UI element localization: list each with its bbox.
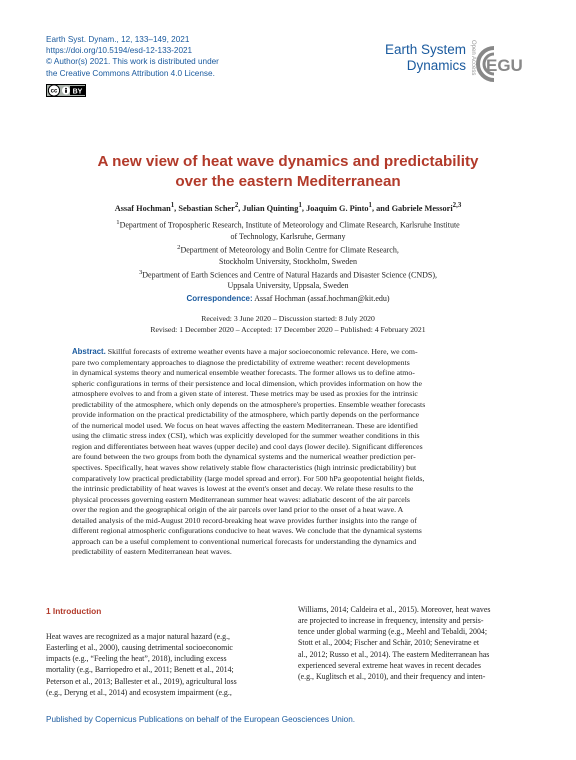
abstract-line: approach can be a useful complement to conventional numerical forecasts for understanding the dynamics and <box>72 536 417 546</box>
abstract-line: predictability of eastern Mediterranean heat waves. <box>72 547 232 557</box>
abstract-line: using the climatic stress index (CSI), which was explicitly developed for the summer weather conditions in this <box>72 431 420 441</box>
author-sep: , <box>174 203 179 213</box>
abstract-line: spheric configurations in terms of their persistence and local dimension, which provides information on how the <box>72 378 422 388</box>
abstract-text: Skillful forecasts of extreme weather events have a major socioeconomic relevance. Here, we com- <box>105 347 418 356</box>
author-3-affil: 1 <box>298 202 302 209</box>
abstract-line: physical processes governing eastern Mediterranean summer heat waves: adiabatic descent of the air parcels <box>72 494 410 504</box>
abstract-line: detailed analysis of the mid-August 2010 record-breaking heat wave provides further insights into the range of <box>72 515 417 525</box>
intro-line: are projected to increase in frequency, intensity and persis- <box>298 616 484 626</box>
author-3: Julian Quinting <box>242 203 299 213</box>
publication-dates <box>40 313 536 335</box>
affiliation-3-line-1: Department of Earth Sciences and Centre of Natural Hazards and Disaster Science (CNDS), <box>142 270 438 280</box>
intro-line: mortality (e.g., Barriopedro et al., 2011; Benett et al., 2014; <box>46 665 234 675</box>
intro-line: Stott et al., 2004; Fischer and Schär, 2010; Seneviratne et <box>298 638 480 648</box>
abstract <box>72 347 534 558</box>
author-5-affil: 2,3 <box>452 202 462 209</box>
title-line-2: over the eastern Mediterranean <box>175 173 401 190</box>
affiliations <box>40 217 536 292</box>
abstract-line: of the numerical model used. We focus on heat waves affecting the eastern Mediterranean. These are identified <box>72 420 418 430</box>
cc-by-badge-icon[interactable] <box>46 84 86 97</box>
abstract-line: provide information on the practical predictability of the atmosphere, which partly depends on the performance <box>72 410 420 420</box>
affiliation-1-line-2: of Technology, Karlsruhe, Germany <box>230 231 346 241</box>
dates-line-2: Revised: 1 December 2020 – Accepted: 17 December 2020 – Published: 4 February 2021 <box>150 325 426 335</box>
author-sep: , and <box>371 203 392 213</box>
affiliation-3 <box>40 267 536 281</box>
author-4-affil: 1 <box>368 202 372 209</box>
correspondence <box>40 294 536 303</box>
citation-block <box>46 34 219 79</box>
intro-line: (e.g., Kuglitsch et al., 2010), and their frequency and inten- <box>298 671 486 681</box>
affiliation-3-number: 3 <box>138 268 143 276</box>
copyright: © Author(s) 2021. This work is distributed under <box>46 57 219 67</box>
intro-line: (e.g., Deryng et al., 2014) and ecosystem impairment (e.g., <box>46 687 232 697</box>
author-1: Assaf Hochman <box>114 203 171 213</box>
open-access-text: Open Access <box>470 40 476 76</box>
section-heading-introduction: 1 Introduction <box>46 606 102 616</box>
abstract-line: in dynamical systems theory and numerical ensemble weather forecasts. The former allows us to define atmo- <box>72 368 415 378</box>
intro-line: experienced several extreme heat waves in recent decades <box>298 660 481 670</box>
intro-line: Peterson et al., 2013; Ballester et al., 2019), agricultural loss <box>46 676 237 686</box>
journal-line-1: Earth System <box>384 42 466 57</box>
abstract-line: spectives. Specifically, heat waves show relatively stable flow characteristics (high intrinsic predictability) but <box>72 463 417 473</box>
author-2: Sebastian Scher <box>178 203 235 213</box>
intro-line: al., 2012; Russo et al., 2014). The eastern Mediterranean has <box>298 649 490 659</box>
affiliation-2-line-2: Stockholm University, Stockholm, Sweden <box>219 256 357 266</box>
intro-line: impacts (e.g., “Feeling the heat”, 2018), including excess <box>46 654 227 664</box>
egu-logo-icon <box>474 44 524 84</box>
abstract-line: atmosphere evolves to and from a given state of interest. These metrics may be used as proxies for the intrinsic <box>72 389 418 399</box>
journal-name[interactable] <box>385 42 466 74</box>
abstract-line: predictability of the atmosphere, which only depends on the atmosphere's properties. Ensemble weather forecasts <box>72 399 426 409</box>
affiliation-3-line-2: Uppsala University, Uppsala, Sweden <box>227 281 349 291</box>
author-1-affil: 1 <box>170 202 175 209</box>
author-sep: , <box>301 203 307 213</box>
intro-line: Williams, 2014; Caldeira et al., 2015). Moreover, heat waves <box>298 605 491 614</box>
intro-column-right <box>298 604 534 682</box>
dates-line-1: Received: 3 June 2020 – Discussion started: 8 July 2020 <box>201 314 375 323</box>
affiliation-1 <box>40 217 536 231</box>
intro-column-left <box>46 631 282 698</box>
by-text: BY <box>72 88 83 96</box>
affiliation-1-number: 1 <box>116 219 120 226</box>
journal-line-2: Dynamics <box>406 58 466 73</box>
affiliation-2 <box>40 242 536 256</box>
abstract-line: region and differentiates between heat waves (upper decile) and cool days (lower decile). Significant differences <box>72 441 423 451</box>
publisher-footer: Published by Copernicus Publications on behalf of the European Geosciences Union. <box>46 715 356 724</box>
cc-text: cc <box>50 88 58 95</box>
intro-line: Easterling et al., 2000), causing detrimental socioeconomic <box>46 643 233 653</box>
abstract-line: comparatively low practical predictability (large model spread and error). For 500 hPa geopotential height fields, <box>72 473 425 483</box>
affiliation-2-number: 2 <box>177 243 181 251</box>
abstract-line <box>72 347 534 358</box>
citation: Earth Syst. Dynam., 12, 133–149, 2021 <box>46 35 190 44</box>
license-text: the Creative Commons Attribution 4.0 License. <box>46 68 215 78</box>
author-sep: , <box>238 203 243 213</box>
abstract-line: over the region and the geographical origin of the air parcels over land prior to the onset of a heat wave. A <box>72 505 404 515</box>
open-access-label <box>466 38 474 84</box>
correspondence-email[interactable]: Assaf Hochman (assaf.hochman@kit.edu) <box>252 294 390 303</box>
author-list <box>40 202 536 213</box>
title-line-1: A new view of heat wave dynamics and predictability <box>97 153 479 170</box>
abstract-line: the intrinsic predictability of heat waves is lowest at the event's onset and decay. We relate these results to the <box>72 484 414 494</box>
author-4: Joaquim G. Pinto <box>306 203 369 213</box>
doi-link[interactable]: https://doi.org/10.5194/esd-12-133-2021 <box>46 46 193 56</box>
author-2-affil: 2 <box>234 202 239 209</box>
intro-line: Heat waves are recognized as a major natural hazard (e.g., <box>46 632 231 641</box>
author-5: Gabriele Messori <box>391 203 453 213</box>
abstract-line: are found between the two groups from both the dynamical systems and the numerical weather prediction per- <box>72 452 416 462</box>
paper-title <box>40 152 536 192</box>
affiliation-2-line-1: Department of Meteorology and Bolin Centre for Climate Research, <box>180 245 399 255</box>
abstract-line: different regional atmospheric configurations conducive to heat waves. We conclude that the dynamical systems <box>72 526 422 536</box>
correspondence-label: Correspondence: <box>186 294 253 303</box>
egu-logo-text: EGU <box>486 56 523 75</box>
intro-line: tence under global warming (e.g., Meehl and Tebaldi, 2004; <box>298 627 488 637</box>
affiliation-1-line-1: Department of Tropospheric Research, Institute of Meteorology and Climate Research, Karlsruhe Institute <box>119 220 460 230</box>
abstract-label: Abstract. <box>72 347 106 356</box>
abstract-line: pare two complementary approaches to diagnose the predictability of extreme weather: recent developments <box>72 357 410 367</box>
